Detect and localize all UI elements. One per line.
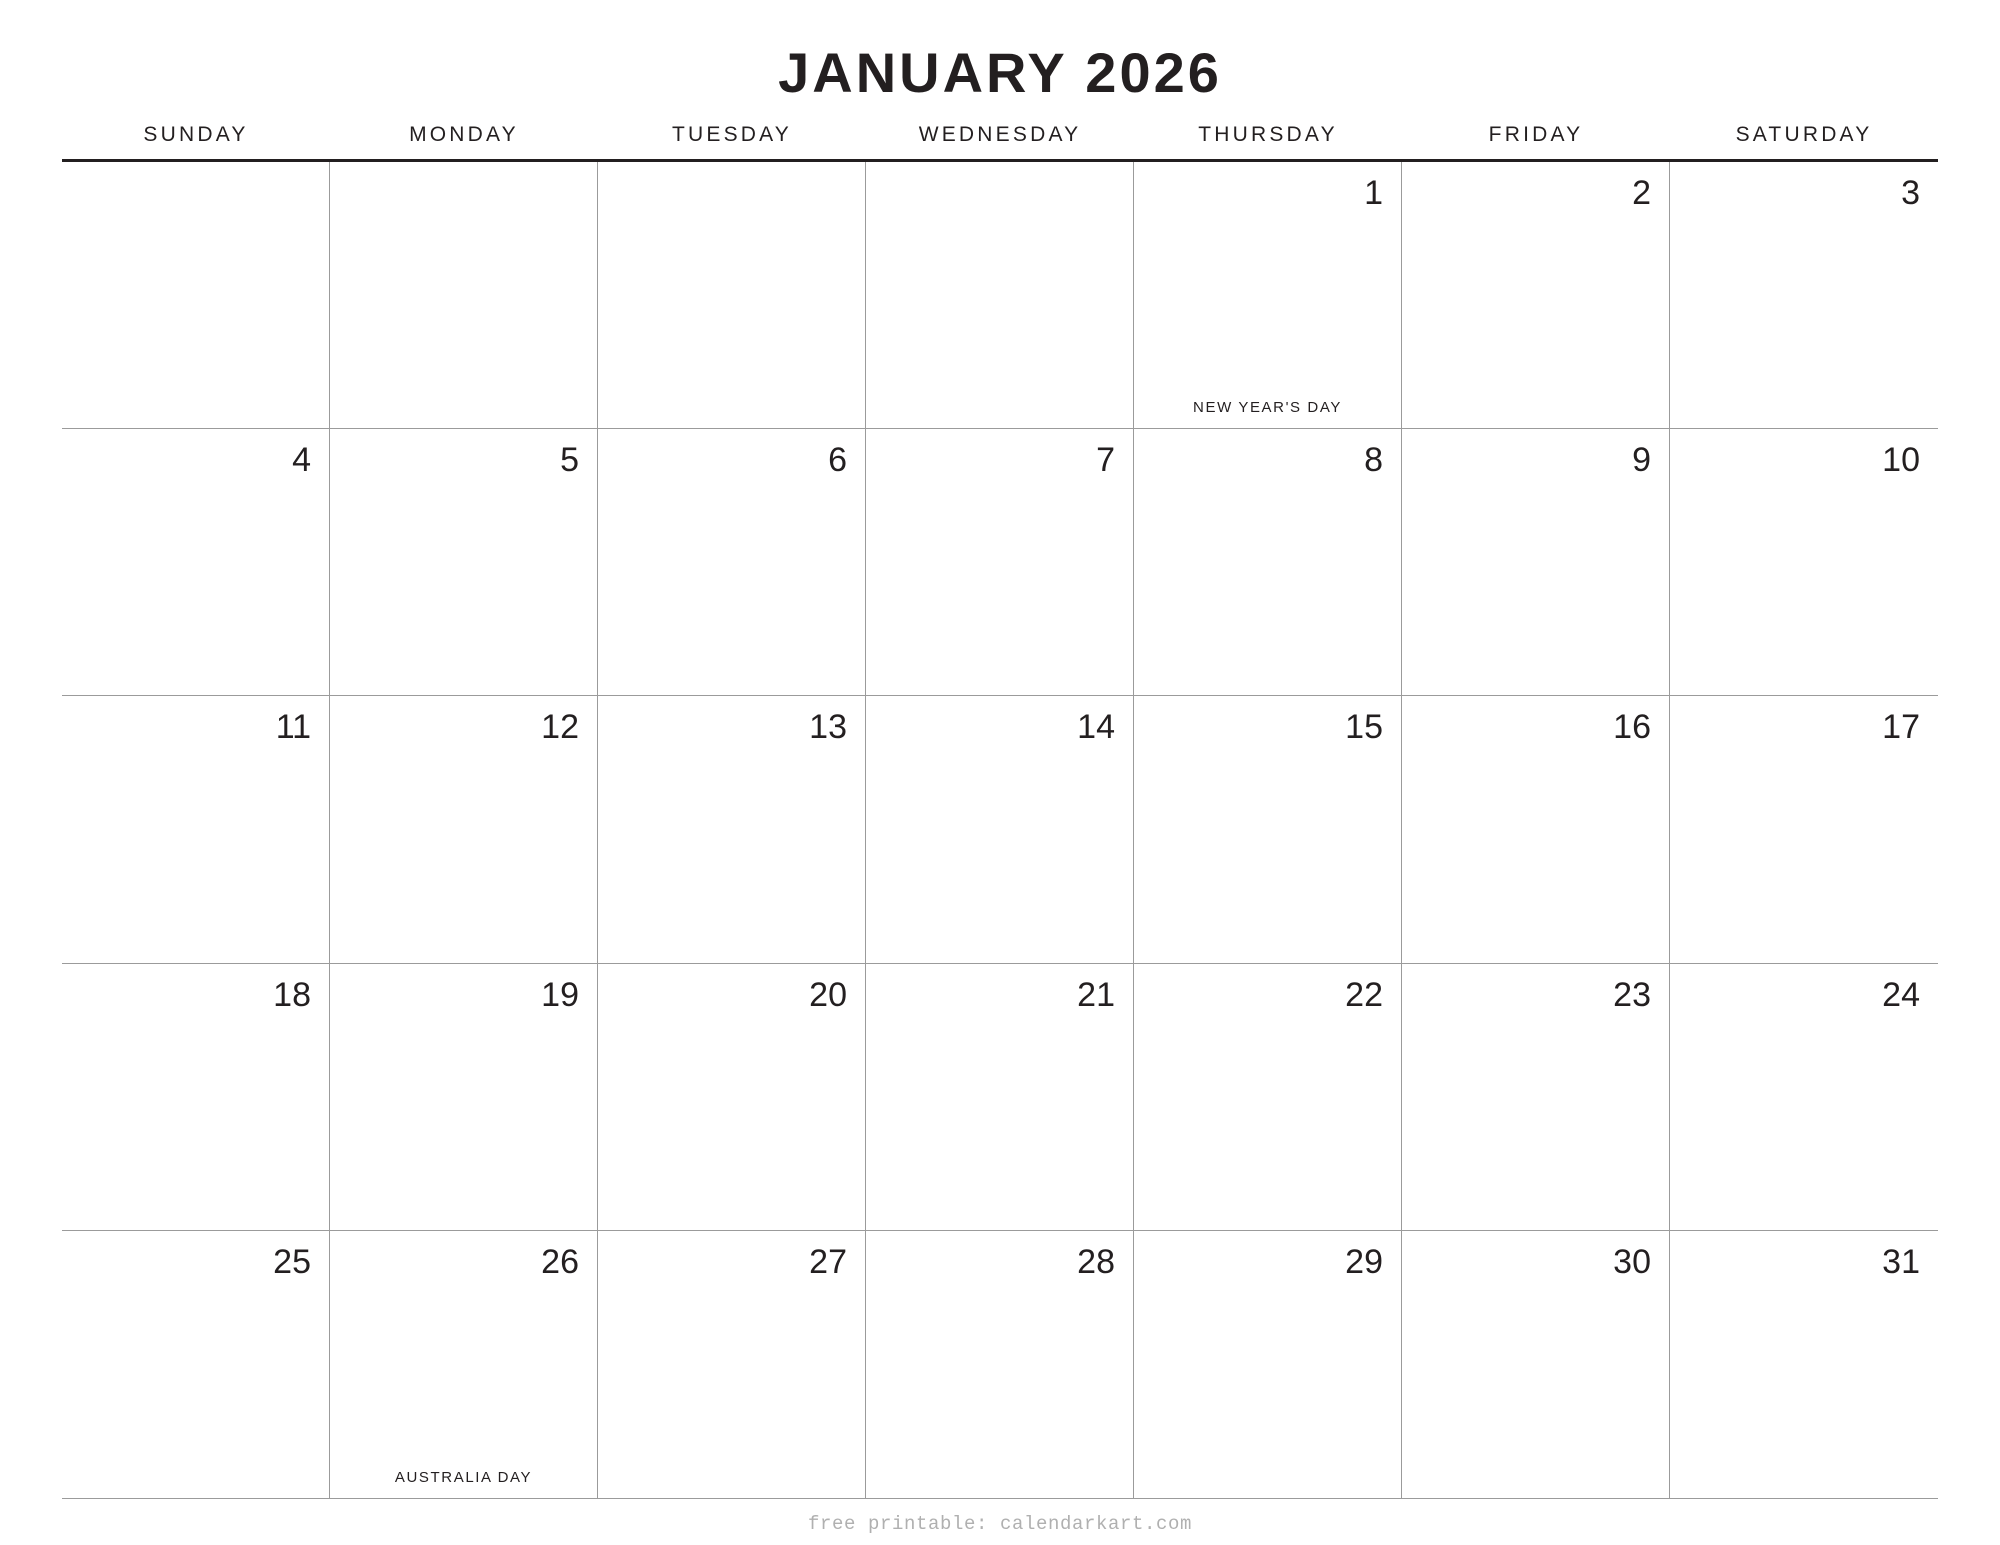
day-cell[interactable] <box>1670 964 1938 1231</box>
weekday-label-monday: MONDAY <box>409 123 519 146</box>
day-cell[interactable] <box>330 1231 598 1498</box>
day-cell[interactable] <box>1402 1231 1670 1498</box>
day-event: NEW YEAR'S DAY <box>1193 399 1342 417</box>
day-number: 23 <box>1613 975 1651 1014</box>
day-cell[interactable] <box>1134 964 1402 1231</box>
day-cell[interactable] <box>1402 696 1670 963</box>
day-number: 26 <box>541 1242 579 1281</box>
weekday-label-saturday: SATURDAY <box>1735 123 1873 146</box>
weekday-label-friday: FRIDAY <box>1488 123 1584 146</box>
day-number: 29 <box>1345 1242 1383 1281</box>
day-number: 1 <box>1364 174 1383 212</box>
day-cell[interactable] <box>1670 696 1938 963</box>
day-cell[interactable] <box>1402 429 1670 696</box>
day-cell[interactable] <box>598 162 866 429</box>
calendar-grid <box>62 162 1938 1499</box>
weekday-label-wednesday: WEDNESDAY <box>918 123 1082 146</box>
day-number: 16 <box>1613 708 1651 747</box>
day-cell[interactable] <box>598 964 866 1231</box>
day-number: 24 <box>1882 975 1920 1014</box>
day-event: AUSTRALIA DAY <box>394 1469 533 1486</box>
day-cell[interactable] <box>62 429 330 696</box>
day-number: 12 <box>541 708 579 747</box>
weekday-label-tuesday: TUESDAY <box>671 123 793 146</box>
day-number: 17 <box>1882 708 1920 747</box>
weekday-label-thursday: THURSDAY <box>1198 123 1338 146</box>
day-number: 15 <box>1345 708 1383 747</box>
day-cell[interactable] <box>62 1231 330 1498</box>
day-number: 19 <box>541 975 579 1014</box>
day-cell[interactable] <box>1402 964 1670 1231</box>
day-number: 25 <box>273 1242 311 1281</box>
day-cell[interactable] <box>598 696 866 963</box>
day-number: 27 <box>809 1242 847 1281</box>
footer-credit: free printable: calendarkart.com <box>807 1513 1193 1535</box>
day-cell[interactable] <box>62 162 330 429</box>
day-number: 3 <box>1901 174 1920 212</box>
day-cell[interactable] <box>330 429 598 696</box>
day-number: 10 <box>1882 441 1920 480</box>
day-number: 6 <box>828 441 847 480</box>
day-cell[interactable] <box>330 964 598 1231</box>
day-number: 22 <box>1345 975 1383 1014</box>
day-number: 14 <box>1077 708 1115 747</box>
day-number: 7 <box>1096 441 1115 480</box>
day-cell[interactable] <box>1402 162 1670 429</box>
day-number: 13 <box>809 708 847 747</box>
day-cell[interactable] <box>866 964 1134 1231</box>
day-cell[interactable] <box>866 162 1134 429</box>
day-number: 8 <box>1364 441 1383 480</box>
day-cell[interactable] <box>62 964 330 1231</box>
day-cell[interactable] <box>866 1231 1134 1498</box>
day-number: 31 <box>1882 1242 1920 1281</box>
day-cell[interactable] <box>1670 429 1938 696</box>
day-cell[interactable] <box>330 162 598 429</box>
weekday-header-row <box>62 123 1938 162</box>
day-cell[interactable] <box>1670 162 1938 429</box>
day-cell[interactable] <box>866 429 1134 696</box>
day-number: 18 <box>273 975 311 1014</box>
day-number: 11 <box>275 708 311 747</box>
day-cell[interactable] <box>1670 1231 1938 1498</box>
day-cell[interactable] <box>1134 1231 1402 1498</box>
day-cell[interactable] <box>62 696 330 963</box>
day-number: 5 <box>560 441 579 480</box>
day-number: 28 <box>1077 1242 1115 1281</box>
day-cell[interactable] <box>866 696 1134 963</box>
page-title: JANUARY 2026 <box>778 41 1222 104</box>
day-number: 4 <box>292 441 311 480</box>
day-cell[interactable] <box>1134 162 1402 429</box>
day-number: 9 <box>1632 441 1651 480</box>
day-number: 20 <box>809 975 847 1014</box>
day-cell[interactable] <box>1134 429 1402 696</box>
weekday-label-sunday: SUNDAY <box>143 123 249 146</box>
day-cell[interactable] <box>1134 696 1402 963</box>
day-cell[interactable] <box>598 429 866 696</box>
day-cell[interactable] <box>598 1231 866 1498</box>
day-number: 21 <box>1077 975 1115 1014</box>
day-number: 2 <box>1632 174 1651 212</box>
day-number: 30 <box>1613 1242 1651 1281</box>
day-cell[interactable] <box>330 696 598 963</box>
